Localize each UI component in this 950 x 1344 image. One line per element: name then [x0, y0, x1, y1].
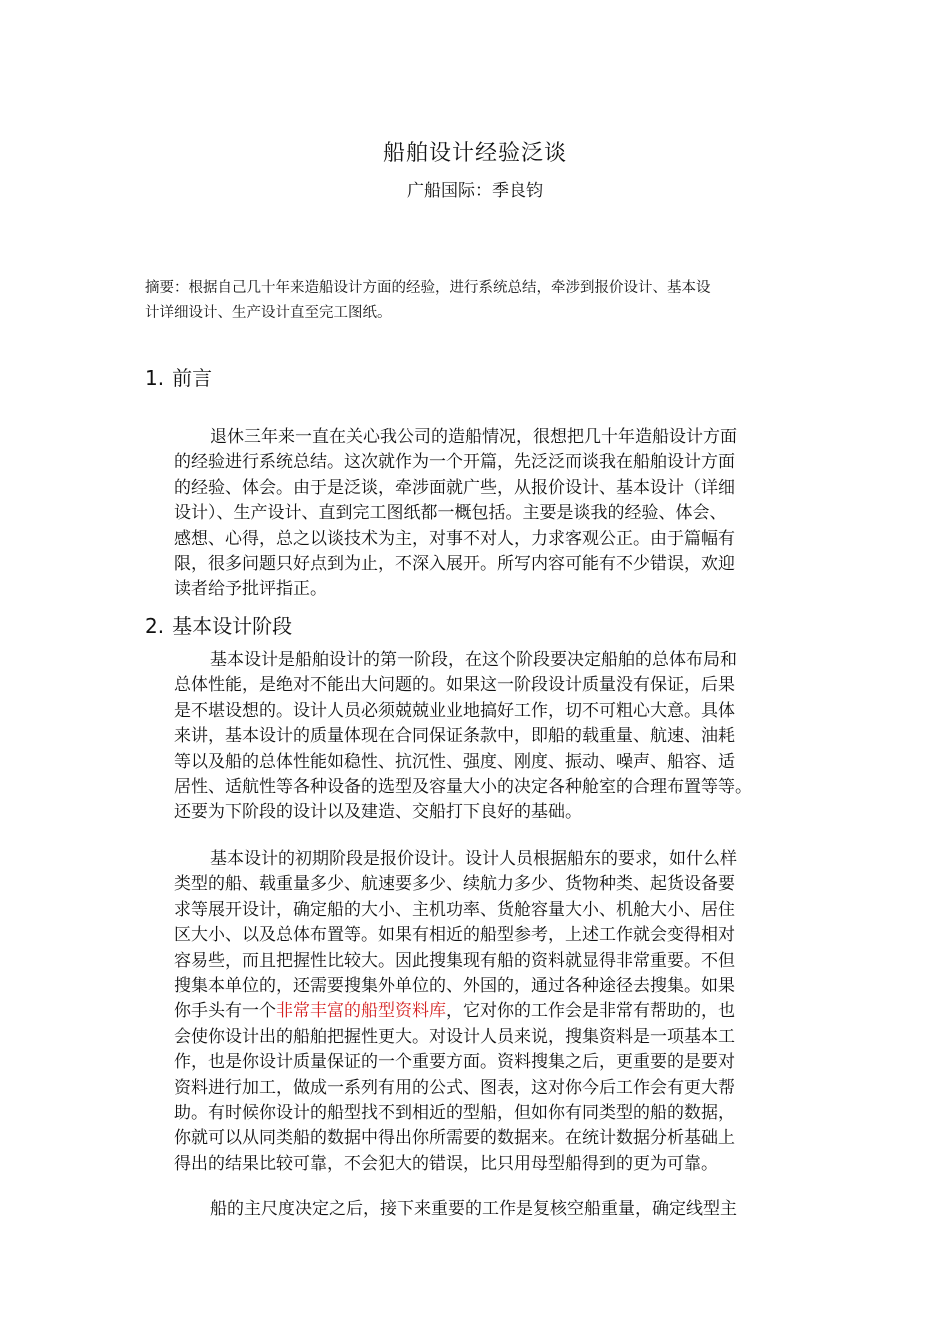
paragraph-line: 基本设计的初期阶段是报价设计。设计人员根据船东的要求，如什么样 — [210, 849, 737, 869]
paragraph-line: 感想、心得，总之以谈技术为主，对事不对人，力求客观公正。由于篇幅有 — [174, 528, 735, 549]
paragraph-line: 类型的船、载重量多少、航速要多少、续航力多少、货物种类、起货设备要 — [174, 874, 735, 895]
document-author: 广船国际：季良钧 — [407, 181, 543, 201]
paragraph-line: 居性、适航性等各种设备的选型及容量大小的决定各种舱室的合理布置等等。 — [174, 777, 752, 798]
paragraph-line: 船的主尺度决定之后，接下来重要的工作是复核空船重量，确定线型主 — [210, 1199, 737, 1219]
paragraph-line: 的经验进行系统总结。这次就作为一个开篇，先泛泛而谈我在船舶设计方面 — [174, 452, 735, 473]
paragraph-line: 得出的结果比较可靠，不会犯大的错误，比只用母型船得到的更为可靠。 — [174, 1153, 718, 1174]
abstract-line: 摘要：根据自己几十年来造船设计方面的经验，进行系统总结，牵涉到报价设计、基本设 — [145, 280, 711, 296]
paragraph-line: 会使你设计出的船舶把握性更大。对设计人员来说，搜集资料是一项基本工 — [174, 1026, 735, 1047]
paragraph-line — [174, 999, 824, 1024]
abstract-line: 计详细设计、生产设计直至完工图纸。 — [145, 305, 392, 321]
paragraph-line: 读者给予批评指正。 — [174, 579, 327, 600]
section-title: 前言 — [172, 366, 213, 390]
paragraph-line: 还要为下阶段的设计以及建造、交船打下良好的基础。 — [174, 802, 582, 823]
paragraph-line: 搜集本单位的，还需要搜集外单位的、外国的，通过各种途径去搜集。如果 — [174, 976, 735, 997]
paragraph-line: 助。有时候你设计的船型找不到相近的型船，但如你有同类型的船的数据， — [174, 1103, 735, 1124]
paragraph-line: 资料进行加工，做成一系列有用的公式、图表，这对你今后工作会有更大帮 — [174, 1077, 735, 1098]
section-heading-1 — [145, 362, 212, 391]
paragraph-line: 的经验、体会。由于是泛谈，牵涉面就广些，从报价设计、基本设计（详细 — [174, 477, 735, 498]
paragraph-main-dimensions — [174, 1197, 824, 1222]
paragraph-line: 你就可以从同类船的数据中得出你所需要的数据来。在统计数据分析基础上 — [174, 1128, 735, 1149]
line-prefix: 你手头有一个 — [174, 1001, 276, 1022]
section-title: 基本设计阶段 — [172, 614, 293, 638]
document-title: 船舶设计经验泛谈 — [382, 141, 567, 166]
paragraph-basic-design — [174, 648, 824, 826]
paragraph-line: 基本设计是船舶设计的第一阶段，在这个阶段要决定船舶的总体布局和 — [210, 650, 737, 670]
paragraph-line: 等以及船的总体性能如稳性、抗沉性、强度、刚度、振动、噪声、船容、适 — [174, 751, 735, 772]
section-number: 2. — [145, 614, 165, 638]
paragraph-line: 退休三年来一直在关心我公司的造船情况，很想把几十年造船设计方面 — [210, 427, 737, 447]
paragraph-line: 容易些，而且把握性比较大。因此搜集现有船的资料就显得非常重要。不但 — [174, 950, 735, 971]
paragraph-line: 限，很多问题只好点到为止，不深入展开。所写内容可能有不少错误，欢迎 — [174, 554, 735, 575]
paragraph-line: 区大小、以及总体布置等。如果有相近的船型参考，上述工作就会变得相对 — [174, 925, 735, 946]
abstract — [145, 276, 815, 326]
section-heading-2 — [145, 610, 292, 639]
paragraph-line: 总体性能，是绝对不能出大问题的。如果这一阶段设计质量没有保证，后果 — [174, 675, 735, 696]
line-suffix: ，它对你的工作会是非常有帮助的，也 — [446, 1001, 735, 1022]
paragraph-quotation-design — [174, 847, 824, 1177]
highlighted-phrase: 非常丰富的船型资料库 — [276, 1001, 446, 1022]
paragraph-line: 来讲，基本设计的质量体现在合同保证条款中，即船的载重量、航速、油耗 — [174, 726, 735, 747]
paragraph-preface — [174, 425, 824, 603]
paragraph-line: 作，也是你设计质量保证的一个重要方面。资料搜集之后，更重要的是要对 — [174, 1052, 735, 1073]
paragraph-line: 设计）、生产设计、直到完工图纸都一概包括。主要是谈我的经验、体会、 — [174, 503, 727, 524]
section-number: 1. — [145, 366, 165, 390]
paragraph-line: 是不堪设想的。设计人员必须兢兢业业地搞好工作，切不可粗心大意。具体 — [174, 700, 735, 721]
paragraph-line: 求等展开设计，确定船的大小、主机功率、货舱容量大小、机舱大小、居住 — [174, 899, 735, 920]
